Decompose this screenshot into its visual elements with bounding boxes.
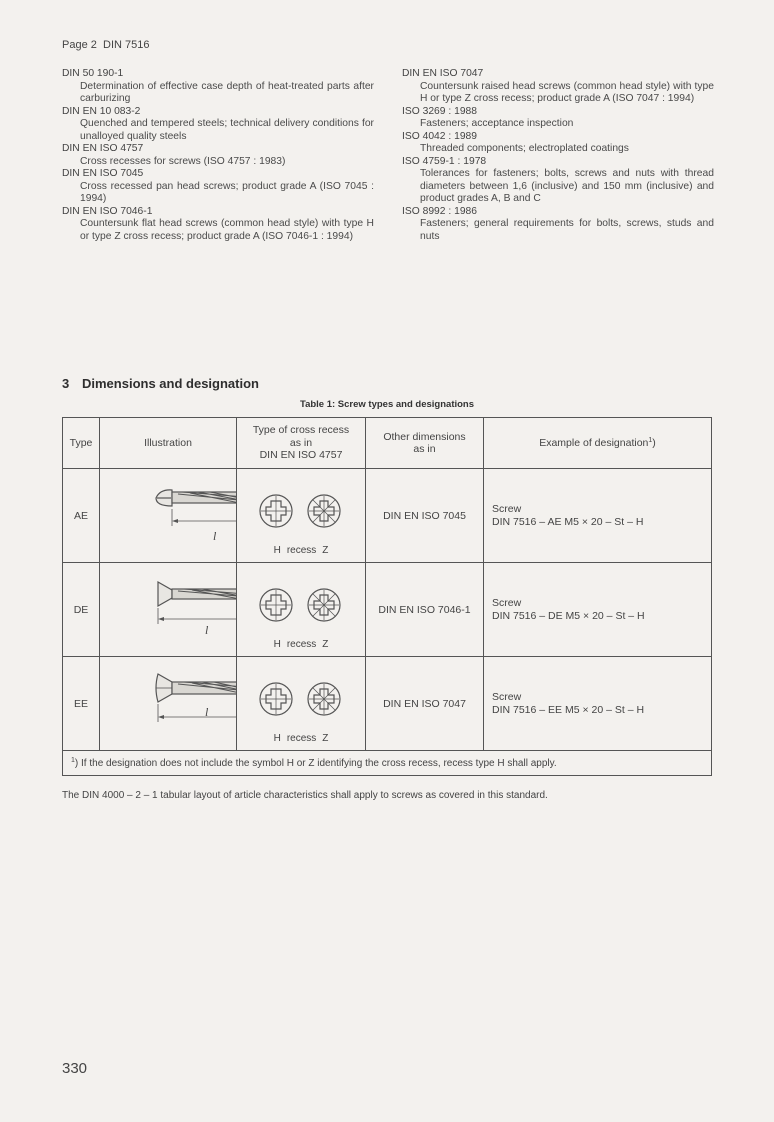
example-line: Screw <box>492 691 522 703</box>
reference-code: DIN EN ISO 7045 <box>62 168 144 179</box>
reference-code: DIN 50 190-1 <box>62 68 124 79</box>
reference-description: Quenched and tempered steels; technical delivery conditions for unalloyed quality steels <box>80 118 374 142</box>
standard-number: DIN 7516 <box>103 39 150 51</box>
recess-h-label: H <box>273 639 281 650</box>
header-other-line: Other dimensions <box>383 430 466 443</box>
countersunk-flat-screw-drawing <box>100 564 236 656</box>
references-left <box>62 68 374 243</box>
table-row <box>63 657 712 751</box>
footnote-marker-paren: ) <box>652 436 656 449</box>
table-footnote <box>63 751 712 776</box>
example-line: DIN 7516 – DE M5 × 20 – St – H <box>492 609 645 622</box>
header-illustration: Illustration <box>100 418 237 469</box>
table-title: Table 1: Screw types and designations <box>299 399 475 410</box>
reference-description: Countersunk flat head screws (common head style) with type H or type Z cross recess; product grade A (ISO 7046-1 : 1994) <box>80 218 374 242</box>
page-header <box>62 39 149 51</box>
reference-entry <box>62 143 374 168</box>
example-line: Screw <box>492 597 522 609</box>
example-line: DIN 7516 – AE M5 × 20 – St – H <box>492 515 644 528</box>
length-symbol: l <box>213 529 217 543</box>
table-row <box>63 563 712 657</box>
footnote-marker: 1 <box>71 756 75 764</box>
reference-code: ISO 3269 : 1988 <box>402 105 477 117</box>
header-recess <box>237 418 366 469</box>
recess-label <box>237 545 365 556</box>
section-heading <box>62 376 259 391</box>
table-footnote-row <box>63 751 712 776</box>
reference-description: Threaded components; electroplated coatings <box>420 143 629 154</box>
reference-code: DIN EN 10 083-2 <box>62 105 141 117</box>
standard-note: The DIN 4000 – 2 – 1 tabular layout of article characteristics shall apply to screws as covered in this standard. <box>62 790 548 801</box>
section-number: 3 <box>62 376 70 391</box>
recess-icons <box>237 679 365 719</box>
recess-z-label: Z <box>322 639 329 650</box>
header-example-text: Example of designation <box>539 436 649 449</box>
illustration-cell <box>100 563 237 657</box>
table-row <box>63 469 712 563</box>
example-cell <box>484 657 712 751</box>
example-cell <box>484 563 712 657</box>
recess-word: recess <box>286 639 317 650</box>
recess-z-label: Z <box>322 545 329 556</box>
pan-head-screw-drawing <box>100 470 236 562</box>
reference-entry <box>402 68 714 106</box>
header-type: Type <box>63 418 100 469</box>
example-line: DIN 7516 – EE M5 × 20 – St – H <box>492 703 645 716</box>
reference-entry <box>62 106 374 144</box>
reference-code: DIN EN ISO 7046-1 <box>62 205 153 217</box>
table-header-row <box>63 418 712 469</box>
footnote-text: If the designation does not include the symbol H or Z identifying the cross recess, recess type H shall apply. <box>81 757 557 769</box>
illustration-cell <box>100 469 237 563</box>
header-other-line: as in <box>413 443 436 455</box>
references-right <box>402 68 714 243</box>
reference-entry <box>402 131 714 156</box>
section-title: Dimensions and designation <box>82 376 259 391</box>
recess-icons <box>237 491 365 531</box>
reference-description: Tolerances for fasteners; bolts, screws and nuts with thread diameters between 1,6 (inclusive) and 150 mm (inclusive) and product grades A, B and C <box>420 168 714 204</box>
recess-label <box>237 733 365 744</box>
reference-code: DIN EN ISO 4757 <box>62 143 144 154</box>
length-symbol: l <box>205 623 209 637</box>
example-cell <box>484 469 712 563</box>
recess-z-label: Z <box>322 733 329 744</box>
reference-description: Fasteners; general requirements for bolts, screws, studs and nuts <box>420 218 714 242</box>
reference-description: Cross recessed pan head screws; product grade A (ISO 7045 : 1994) <box>80 180 374 204</box>
type-cell: EE <box>63 657 100 751</box>
other-dimensions-cell: DIN EN ISO 7046-1 <box>366 563 484 657</box>
reference-description: Fasteners; acceptance inspection <box>420 118 574 129</box>
countersunk-raised-screw-drawing <box>100 658 236 750</box>
screw-types-table <box>62 417 712 776</box>
type-cell: DE <box>63 563 100 657</box>
reference-description: Countersunk raised head screws (common head style) with type H or type Z cross recess; product grade A (ISO 7047 : 1994) <box>420 80 714 104</box>
page-label: Page 2 <box>62 39 97 51</box>
reference-entry <box>402 206 714 244</box>
header-recess-line: DIN EN ISO 4757 <box>259 449 343 462</box>
other-dimensions-cell: DIN EN ISO 7045 <box>366 469 484 563</box>
reference-code: ISO 4042 : 1989 <box>402 130 477 142</box>
recess-z-icon <box>285 491 413 531</box>
reference-description: Cross recesses for screws (ISO 4757 : 1983) <box>80 155 286 167</box>
reference-description: Determination of effective case depth of heat-treated parts after carburizing <box>80 80 374 104</box>
footnote-marker: 1 <box>648 436 653 444</box>
recess-label <box>237 639 365 650</box>
reference-entry <box>402 156 714 206</box>
header-other-dimensions <box>366 418 484 469</box>
recess-z-icon <box>285 585 413 625</box>
reference-entry <box>62 206 374 244</box>
recess-z-icon <box>285 679 413 719</box>
reference-code: ISO 4759-1 : 1978 <box>402 155 487 167</box>
recess-word: recess <box>286 733 317 744</box>
recess-icons <box>237 585 365 625</box>
recess-cell <box>237 563 366 657</box>
reference-entry <box>402 106 714 131</box>
type-cell: AE <box>63 469 100 563</box>
illustration-cell <box>100 657 237 751</box>
page-number: 330 <box>62 1060 88 1077</box>
reference-entry <box>62 68 374 106</box>
header-example <box>484 418 712 469</box>
footnote-marker-paren: ) <box>74 757 79 769</box>
reference-code: ISO 8992 : 1986 <box>402 205 477 217</box>
reference-entry <box>62 168 374 206</box>
recess-h-label: H <box>273 545 281 556</box>
header-recess-line: as in <box>289 436 313 449</box>
recess-h-label: H <box>273 733 281 744</box>
recess-word: recess <box>286 545 317 556</box>
length-symbol: l <box>205 705 209 719</box>
recess-cell <box>237 469 366 563</box>
example-line: Screw <box>492 503 522 515</box>
header-recess-line: Type of cross recess <box>252 424 350 437</box>
reference-code: DIN EN ISO 7047 <box>402 68 484 79</box>
other-dimensions-cell: DIN EN ISO 7047 <box>366 657 484 751</box>
recess-cell <box>237 657 366 751</box>
